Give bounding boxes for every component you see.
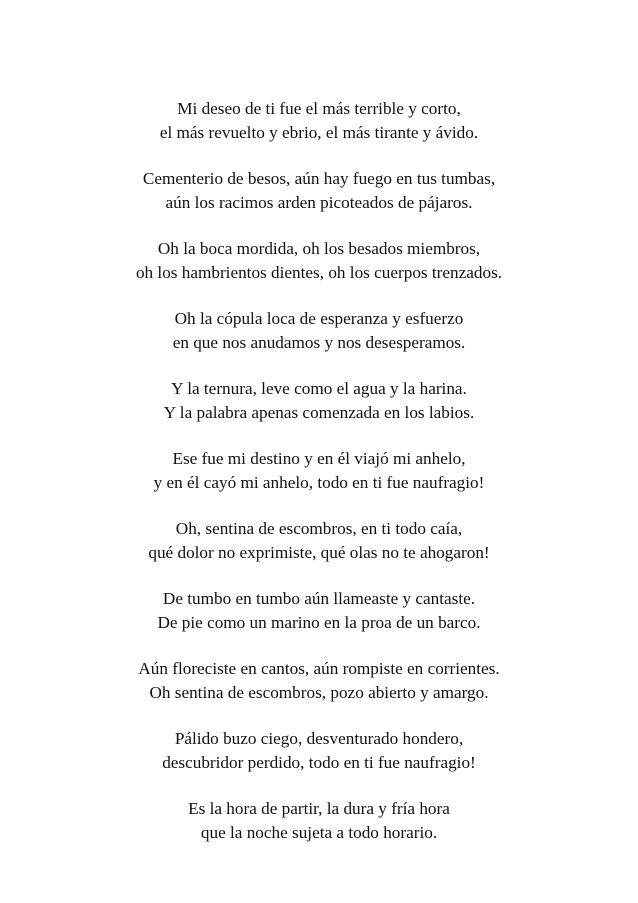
poem-line: descubridor perdido, todo en ti fue naufragio! [162, 753, 476, 772]
poem-line: Ese fue mi destino y en él viajó mi anhelo, [172, 449, 466, 468]
poem-line: Cementerio de besos, aún hay fuego en tus tumbas, [142, 169, 496, 188]
poem-line: Y la ternura, leve como el agua y la harina. [171, 379, 467, 398]
stanza [0, 377, 638, 425]
poem-text [0, 97, 638, 867]
poem-line: oh los hambrientos dientes, oh los cuerpos trenzados. [135, 263, 503, 282]
poem-line: Oh la cópula loca de esperanza y esfuerzo [174, 309, 464, 328]
stanza [0, 307, 638, 355]
poem-line: Es la hora de partir, la dura y fría hora [188, 799, 450, 818]
poem-line: Mi deseo de ti fue el más terrible y corto, [177, 99, 461, 118]
poem-line: aún los racimos arden picoteados de pájaros. [165, 193, 473, 212]
poem-line: el más revuelto y ebrio, el más tirante y ávido. [159, 123, 479, 142]
stanza [0, 657, 638, 705]
stanza [0, 727, 638, 775]
poem-line: De tumbo en tumbo aún llameaste y cantaste. [162, 589, 476, 608]
stanza [0, 167, 638, 215]
stanza [0, 447, 638, 495]
poem-line: Y la palabra apenas comenzada en los labios. [163, 403, 475, 422]
stanza [0, 517, 638, 565]
stanza [0, 587, 638, 635]
poem-line: que la noche sujeta a todo horario. [200, 823, 438, 842]
poem-line: De pie como un marino en la proa de un barco. [157, 613, 481, 632]
poem-line: Aún floreciste en cantos, aún rompiste en corrientes. [138, 659, 500, 678]
stanza [0, 237, 638, 285]
stanza [0, 97, 638, 145]
poem-line: Pálido buzo ciego, desventurado hondero, [174, 729, 464, 748]
poem-line: Oh la boca mordida, oh los besados miembros, [157, 239, 481, 258]
poem-line: Oh, sentina de escombros, en ti todo caía, [175, 519, 463, 538]
poem-line: en que nos anudamos y nos desesperamos. [172, 333, 466, 352]
poem-line: Oh sentina de escombros, pozo abierto y amargo. [149, 683, 489, 702]
poem-line: qué dolor no exprimiste, qué olas no te ahogaron! [148, 543, 490, 562]
poem-line: y en él cayó mi anhelo, todo en ti fue naufragio! [153, 473, 485, 492]
stanza [0, 797, 638, 845]
